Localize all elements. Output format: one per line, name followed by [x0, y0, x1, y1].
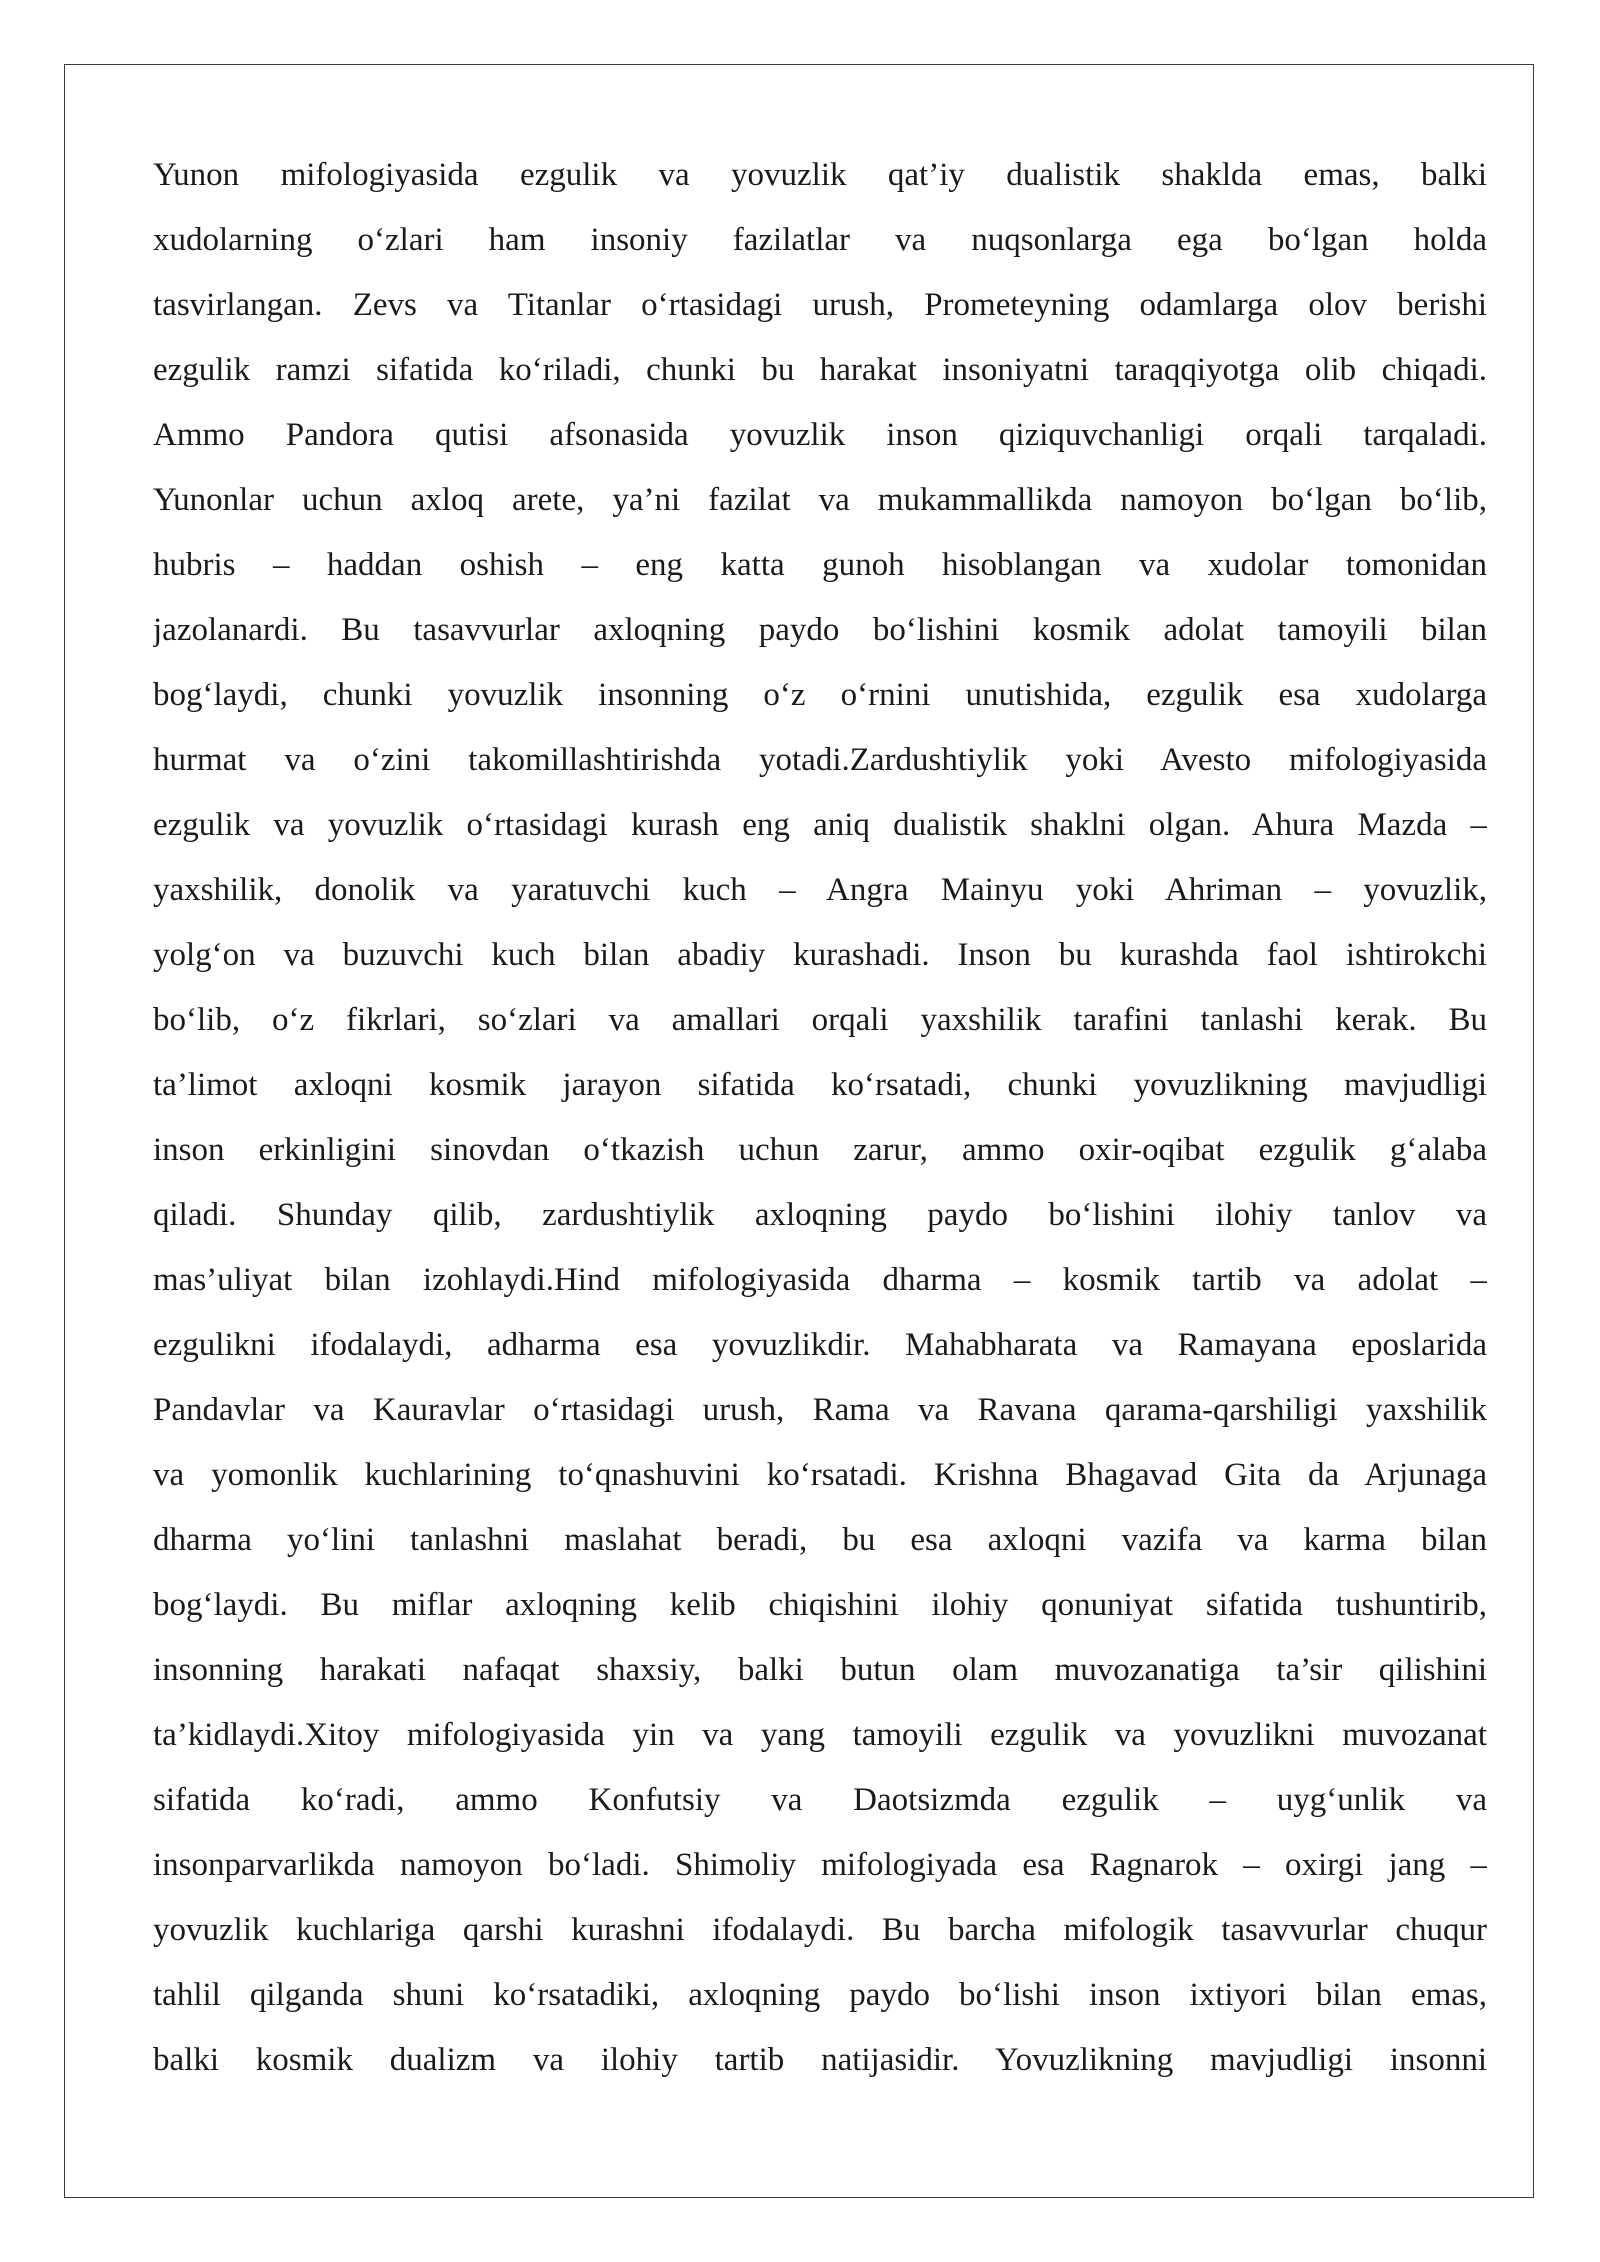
text-line-22: dharma yo‘lini tanlashni maslahat beradi, bu esa axloqni vazifa va karma bilan [153, 1522, 1487, 1558]
text-line-7: hubris – haddan oshish – eng katta gunoh hisoblangan va xudolar tomonidan [153, 547, 1487, 583]
text-line-17: qiladi. Shunday qilib, zardushtiylik axloqning paydo bo‘lishini ilohiy tanlov va [153, 1197, 1487, 1233]
text-line-23: bog‘laydi. Bu miflar axloqning kelib chiqishini ilohiy qonuniyat sifatida tushuntirib, [153, 1587, 1487, 1623]
text-line-24: insonning harakati nafaqat shaxsiy, balki butun olam muvozanatiga ta’sir qilishini [153, 1652, 1487, 1688]
text-line-5: Ammo Pandora qutisi afsonasida yovuzlik inson qiziquvchanligi orqali tarqaladi. [153, 417, 1487, 453]
text-line-21: va yomonlik kuchlarining to‘qnashuvini ko‘rsatadi. Krishna Bhagavad Gita da Arjunaga [153, 1457, 1487, 1493]
text-line-20: Pandavlar va Kauravlar o‘rtasidagi urush, Rama va Ravana qarama-qarshiligi yaxshilik [153, 1392, 1487, 1428]
text-line-4: ezgulik ramzi sifatida ko‘riladi, chunki bu harakat insoniyatni taraqqiyotga olib chiqadi. [153, 352, 1487, 388]
text-line-15: ta’limot axloqni kosmik jarayon sifatida ko‘rsatadi, chunki yovuzlikning mavjudligi [153, 1067, 1487, 1103]
text-line-29: tahlil qilganda shuni ko‘rsatadiki, axloqning paydo bo‘lishi inson ixtiyori bilan emas, [153, 1977, 1487, 2013]
text-line-3: tasvirlangan. Zevs va Titanlar o‘rtasidagi urush, Prometeyning odamlarga olov berishi [153, 287, 1487, 323]
text-line-14: bo‘lib, o‘z fikrlari, so‘zlari va amallari orqali yaxshilik tarafini tanlashi kerak. Bu [153, 1002, 1487, 1038]
text-line-27: insonparvarlikda namoyon bo‘ladi. Shimoliy mifologiyada esa Ragnarok – oxirgi jang – [153, 1847, 1487, 1883]
text-line-26: sifatida ko‘radi, ammo Konfutsiy va Daotsizmda ezgulik – uyg‘unlik va [153, 1782, 1487, 1818]
text-line-12: yaxshilik, donolik va yaratuvchi kuch – Angra Mainyu yoki Ahriman – yovuzlik, [153, 872, 1487, 908]
text-line-16: inson erkinligini sinovdan o‘tkazish uchun zarur, ammo oxir-oqibat ezgulik g‘alaba [153, 1132, 1487, 1168]
text-line-28: yovuzlik kuchlariga qarshi kurashni ifodalaydi. Bu barcha mifologik tasavvurlar chuqur [153, 1912, 1487, 1948]
text-line-11: ezgulik va yovuzlik o‘rtasidagi kurash eng aniq dualistik shaklni olgan. Ahura Mazda – [153, 807, 1487, 843]
body-paragraph [153, 143, 1487, 2093]
text-line-25: ta’kidlaydi.Xitoy mifologiyasida yin va yang tamoyili ezgulik va yovuzlikni muvozanat [153, 1717, 1487, 1753]
text-line-1: Yunon mifologiyasida ezgulik va yovuzlik qat’iy dualistik shaklda emas, balki [153, 157, 1487, 193]
text-line-6: Yunonlar uchun axloq arete, ya’ni fazilat va mukammallikda namoyon bo‘lgan bo‘lib, [153, 482, 1487, 518]
text-line-9: bog‘laydi, chunki yovuzlik insonning o‘z o‘rnini unutishida, ezgulik esa xudolarga [153, 677, 1487, 713]
text-line-8: jazolanardi. Bu tasavvurlar axloqning paydo bo‘lishini kosmik adolat tamoyili bilan [153, 612, 1487, 648]
text-line-19: ezgulikni ifodalaydi, adharma esa yovuzlikdir. Mahabharata va Ramayana eposlarida [153, 1327, 1487, 1363]
text-line-18: mas’uliyat bilan izohlaydi.Hind mifologiyasida dharma – kosmik tartib va adolat – [153, 1262, 1487, 1298]
text-line-13: yolg‘on va buzuvchi kuch bilan abadiy kurashadi. Inson bu kurashda faol ishtirokchi [153, 937, 1487, 973]
text-line-30: balki kosmik dualizm va ilohiy tartib natijasidir. Yovuzlikning mavjudligi insonni [153, 2042, 1487, 2078]
text-line-10: hurmat va o‘zini takomillashtirishda yotadi.Zardushtiylik yoki Avesto mifologiyasida [153, 742, 1487, 778]
text-line-2: xudolarning o‘zlari ham insoniy fazilatlar va nuqsonlarga ega bo‘lgan holda [153, 222, 1487, 258]
